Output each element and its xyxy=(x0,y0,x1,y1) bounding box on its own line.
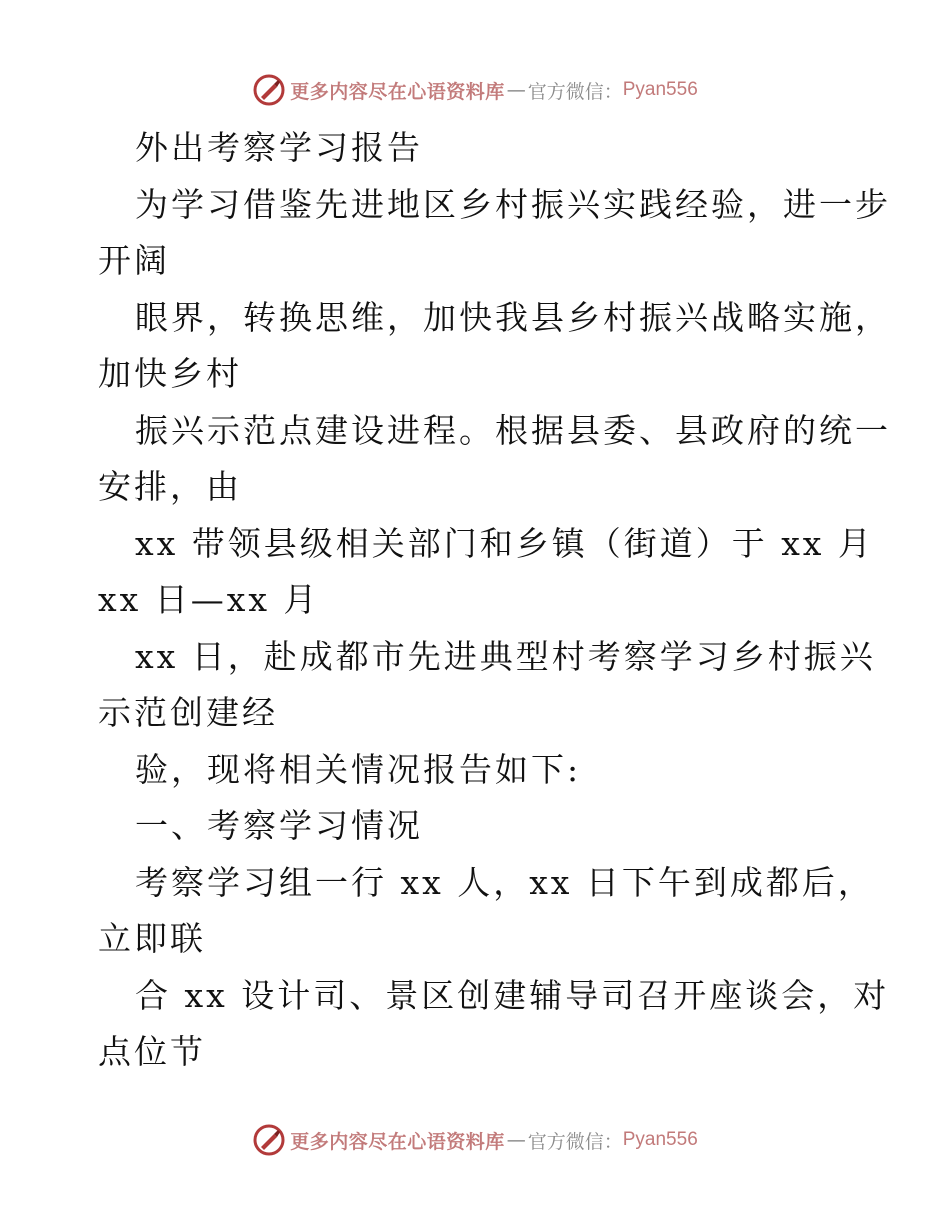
text-line: 开阔 xyxy=(98,241,170,280)
text-line: 安排，由 xyxy=(98,467,242,506)
text-line: 加快乡村 xyxy=(98,354,242,393)
text-line: 考察学习组一行 xx 人，xx 日下午到成都后， xyxy=(135,862,874,902)
pen-logo-icon xyxy=(252,1123,286,1157)
text-line: xx 日，赴成都市先进典型村考察学习乡村振兴 xyxy=(135,636,876,676)
text-line: 外出考察学习报告 xyxy=(135,128,423,167)
pen-logo-icon xyxy=(252,73,286,107)
document-body xyxy=(98,120,891,1081)
watermark-label: 官方微信： xyxy=(527,80,623,103)
watermark-label: 官方微信： xyxy=(527,1130,623,1153)
text-line: 验，现将相关情况报告如下: xyxy=(135,749,582,789)
watermark-dash: — xyxy=(506,79,526,101)
footer-watermark xyxy=(0,1120,950,1160)
text-line: 合 xx 设计司、景区创建辅导司召开座谈会，对 xyxy=(135,975,890,1015)
text-line: 点位节 xyxy=(98,1032,206,1071)
text-line: 振兴示范点建设进程。根据县委、县政府的统一 xyxy=(135,410,891,450)
watermark-account: Pyan556 xyxy=(622,1129,698,1150)
text-line: xx 日—xx 月 xyxy=(98,580,320,619)
text-line: 眼界，转换思维，加快我县乡村振兴战略实施， xyxy=(135,297,891,337)
text-line: 立即联 xyxy=(98,919,206,958)
watermark-dash: — xyxy=(506,1129,526,1151)
text-line: 一、考察学习情况 xyxy=(135,806,423,845)
header-watermark xyxy=(0,70,950,110)
watermark-brand: 更多内容尽在心语资料库 xyxy=(290,80,505,103)
text-line: xx 带领县级相关部门和乡镇（街道）于 xx 月 xyxy=(135,523,874,563)
text-line: 示范创建经 xyxy=(98,693,278,732)
text-line: 为学习借鉴先进地区乡村振兴实践经验，进一步 xyxy=(135,184,891,224)
watermark-brand: 更多内容尽在心语资料库 xyxy=(290,1130,505,1153)
watermark-account: Pyan556 xyxy=(622,79,698,100)
